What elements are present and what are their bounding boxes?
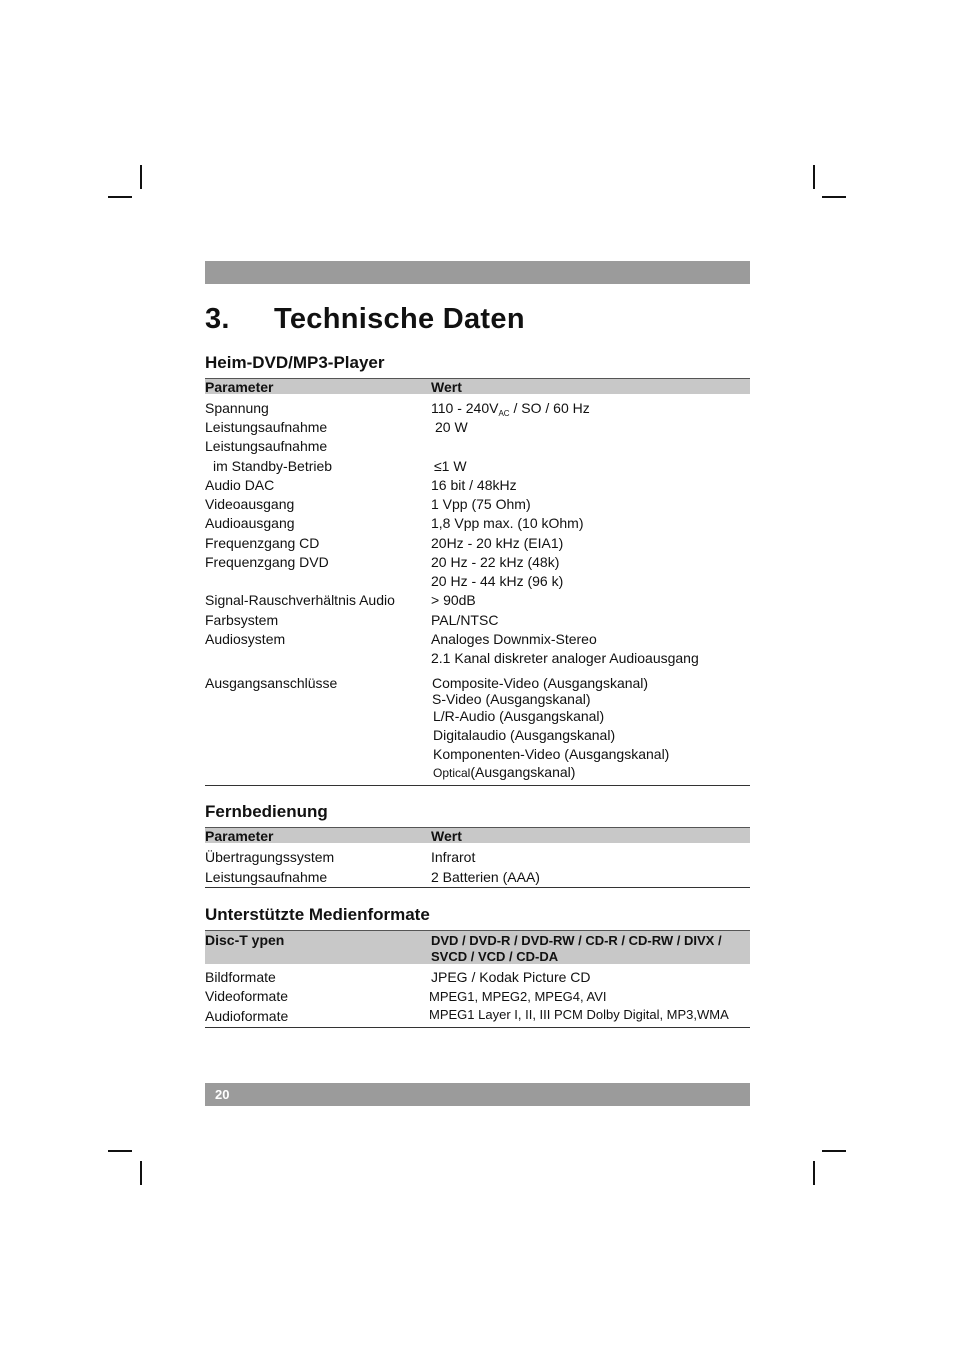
table-header-remote <box>205 827 750 843</box>
crop-mark <box>813 165 815 189</box>
param-label: Videoformate <box>205 988 289 1004</box>
crop-mark <box>822 1150 846 1152</box>
param-label: Signal-Rauschverhältnis Audio <box>205 592 395 608</box>
param-value: 1,8 Vpp max. (10 kOhm) <box>431 515 584 531</box>
param-value: 16 bit / 48kHz <box>431 477 517 493</box>
table-rule <box>205 1027 750 1028</box>
footer-bar <box>205 1083 750 1106</box>
section-title-media: Unterstützte Medienformate <box>205 905 430 924</box>
param-value: 2 Batterien (AAA) <box>431 869 540 885</box>
param-value: MPEG1, MPEG2, MPEG4, AVI <box>429 989 607 1004</box>
param-value: PAL/NTSC <box>431 612 499 628</box>
crop-mark <box>140 1161 142 1185</box>
header-disc-list-line2: SVCD / VCD / CD-DA <box>431 949 559 964</box>
param-label: Frequenzgang CD <box>205 535 320 551</box>
param-value: Infrarot <box>431 849 476 865</box>
param-value: Digitalaudio (Ausgangskanal) <box>433 727 616 743</box>
header-parameter: Parameter <box>205 379 274 395</box>
param-label: Farbsystem <box>205 612 279 628</box>
param-label: Audiosystem <box>205 631 286 647</box>
param-value: S-Video (Ausgangskanal) <box>432 691 591 707</box>
param-value: ≤1 W <box>434 458 467 474</box>
param-value: 20 Hz - 44 kHz (96 k) <box>431 573 564 589</box>
param-label: Übertragungssystem <box>205 849 335 865</box>
param-value: JPEG / Kodak Picture CD <box>431 969 591 985</box>
param-value: 2.1 Kanal diskreter analoger Audioausgang <box>431 650 699 666</box>
section-title-remote: Fernbedienung <box>205 802 328 821</box>
page-title <box>205 303 525 336</box>
table-header-dvd <box>205 378 750 394</box>
param-label: Audioformate <box>205 1008 289 1024</box>
table-rule <box>205 887 750 888</box>
param-label: Bildformate <box>205 969 276 985</box>
page-number: 20 <box>215 1087 230 1102</box>
param-label: Frequenzgang DVD <box>205 554 329 570</box>
header-disc-types: Disc-T ypen <box>205 932 285 948</box>
param-label: im Standby-Betrieb <box>213 458 333 474</box>
param-label: Leistungsaufnahme <box>205 419 328 435</box>
section-title-dvd: Heim-DVD/MP3-Player <box>205 353 385 372</box>
param-value: > 90dB <box>431 592 476 608</box>
param-value: 20Hz - 20 kHz (EIA1) <box>431 535 564 551</box>
header-wert: Wert <box>431 828 462 844</box>
crop-mark <box>813 1161 815 1185</box>
param-label: Leistungsaufnahme <box>205 438 328 454</box>
chapter-title: Technische Daten <box>274 303 525 335</box>
header-wert: Wert <box>431 379 462 395</box>
crop-mark <box>108 1150 132 1152</box>
param-label: Audioausgang <box>205 515 295 531</box>
param-value: $110 - 240V_{AC}$ / SO / 60 Hz <box>431 400 590 418</box>
chapter-number: 3. <box>205 303 230 335</box>
param-value: 20 Hz - 22 kHz (48k) <box>431 554 560 570</box>
param-value: Komponenten-Video (Ausgangskanal) <box>433 746 670 762</box>
param-label: Audio DAC <box>205 477 275 493</box>
param-value: Composite-Video (Ausgangskanal) <box>432 675 649 691</box>
crop-mark <box>822 196 846 198</box>
table-rule <box>205 785 750 786</box>
param-value: 1 Vpp (75 Ohm) <box>431 496 531 512</box>
param-label: Ausgangsanschlüsse <box>205 675 338 691</box>
header-bar <box>205 261 750 284</box>
table-header-media <box>205 930 750 964</box>
param-value: Optical(Ausgangskanal) <box>433 764 576 780</box>
param-value: Analoges Downmix-Stereo <box>431 631 597 647</box>
param-label: Spannung <box>205 400 269 416</box>
crop-mark <box>140 165 142 189</box>
param-value: MPEG1 Layer I, II, III PCM Dolby Digital, MP3,WMA <box>429 1007 729 1022</box>
param-label: Leistungsaufnahme <box>205 869 328 885</box>
param-value: L/R-Audio (Ausgangskanal) <box>433 708 605 724</box>
param-value: 20 W <box>435 419 468 435</box>
param-label: Videoausgang <box>205 496 295 512</box>
header-disc-list-line1: DVD / DVD-R / DVD-RW / CD-R / CD-RW / DIVX / <box>431 933 722 948</box>
header-parameter: Parameter <box>205 828 274 844</box>
crop-mark <box>108 196 132 198</box>
